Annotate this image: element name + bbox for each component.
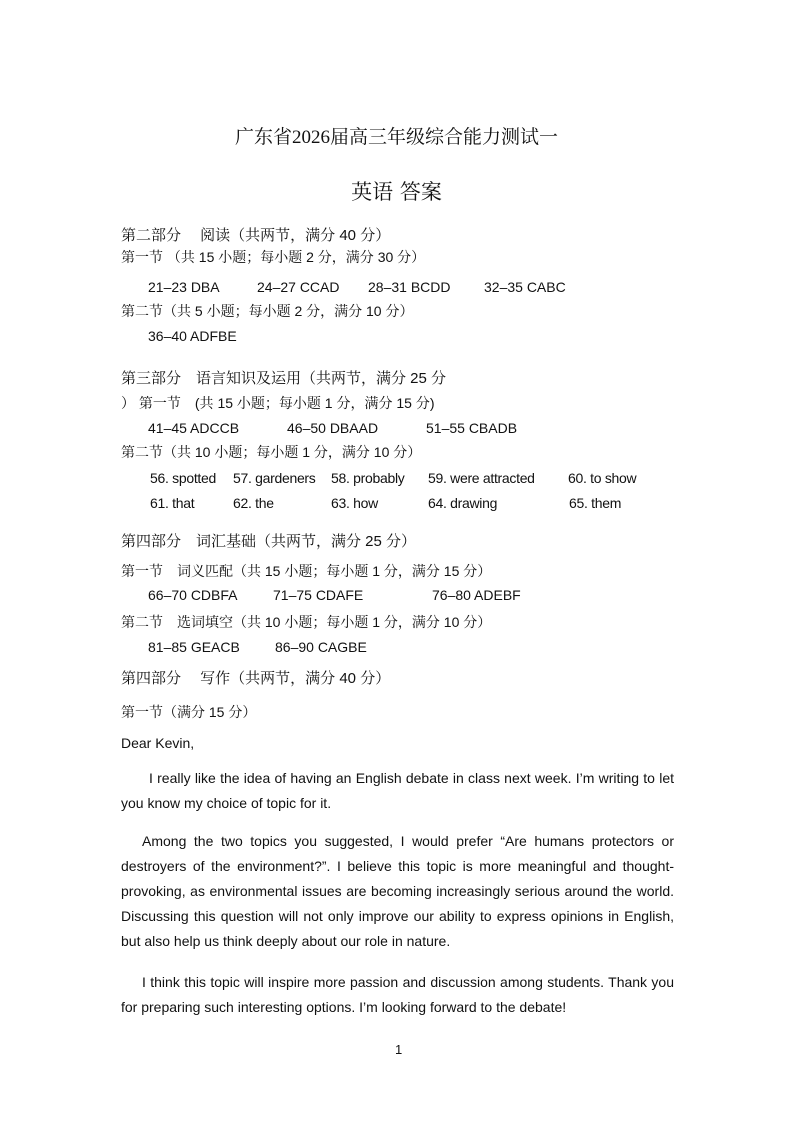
letter-paragraph: Among the two topics you suggested, I would prefer “Are humans protectors or destroyers of the environment?”. I believe this topic is more meaningful and thought-provoking, as environmental issues are becoming increasingly serious around the world. Discussing this question will not only improve our ability to express opinions in English, but also help us think deeply about our role in nature. xyxy=(121,833,674,949)
page-number: 1 xyxy=(395,1042,403,1057)
answer: 61. that xyxy=(150,495,195,511)
part5-sec1: 第一节（满分 15 分） xyxy=(121,704,257,720)
answer: 71–75 CDAFE xyxy=(273,587,364,603)
answer: 63. how xyxy=(331,495,378,511)
part2-sec1: 第一节 （共 15 小题；每小题 2 分，满分 30 分） xyxy=(121,249,426,265)
letter-paragraph: I think this topic will inspire more passion and discussion among students. Thank you for preparing such interesting options. I’m looking forward to the debate! xyxy=(121,974,674,1015)
part3-sec1: ） 第一节 (共 15 小题；每小题 1 分，满分 15 分) xyxy=(121,395,435,411)
answer: 41–45 ADCCB xyxy=(148,420,240,436)
answer: 46–50 DBAAD xyxy=(287,420,379,436)
part2-heading: 第二部分 阅读（共两节，满分 40 分） xyxy=(121,227,391,244)
part3-sec2: 第二节（共 10 小题；每小题 1 分，满分 10 分） xyxy=(121,444,422,460)
part4-sec2: 第二节 选词填空（共 10 小题；每小题 1 分，满分 10 分） xyxy=(121,614,492,630)
answer: 28–31 BCDD xyxy=(368,279,451,295)
part2-sec2: 第二节（共 5 小题；每小题 2 分，满分 10 分） xyxy=(121,303,414,319)
answer: 57. gardeners xyxy=(233,470,316,486)
answer: 66–70 CDBFA xyxy=(148,587,238,603)
document-subtitle: 英语 答案 xyxy=(351,180,442,204)
answer: 81–85 GEACB xyxy=(148,639,240,655)
answer: 60. to show xyxy=(568,470,637,486)
part3-heading: 第三部分 语言知识及运用（共两节，满分 25 分 xyxy=(121,370,447,387)
answer: 59. were attracted xyxy=(428,470,535,486)
part5-heading: 第四部分 写作（共两节，满分 40 分） xyxy=(121,670,391,687)
document-title: 广东省2026届高三年级综合能力测试一 xyxy=(234,127,558,148)
answer: 21–23 DBA xyxy=(148,279,220,295)
answer: 76–80 ADEBF xyxy=(432,587,521,603)
answer: 65. them xyxy=(569,495,622,511)
answer: 32–35 CABC xyxy=(484,279,566,295)
part4-sec1: 第一节 词义匹配（共 15 小题；每小题 1 分，满分 15 分） xyxy=(121,563,492,579)
part4-heading: 第四部分 词汇基础（共两节，满分 25 分） xyxy=(121,533,417,550)
letter-paragraph: I really like the idea of having an English debate in class next week. I’m writing to let you know my choice of topic for it. xyxy=(121,770,674,811)
answer: 64. drawing xyxy=(428,495,498,511)
answer: 86–90 CAGBE xyxy=(275,639,367,655)
answer: 24–27 CCAD xyxy=(257,279,340,295)
letter-greeting: Dear Kevin, xyxy=(121,735,195,751)
answer: 56. spotted xyxy=(150,470,216,486)
answer: 62. the xyxy=(233,495,274,511)
answer: 51–55 CBADB xyxy=(426,420,518,436)
answer: 58. probably xyxy=(331,470,405,486)
answer: 36–40 ADFBE xyxy=(148,328,237,344)
